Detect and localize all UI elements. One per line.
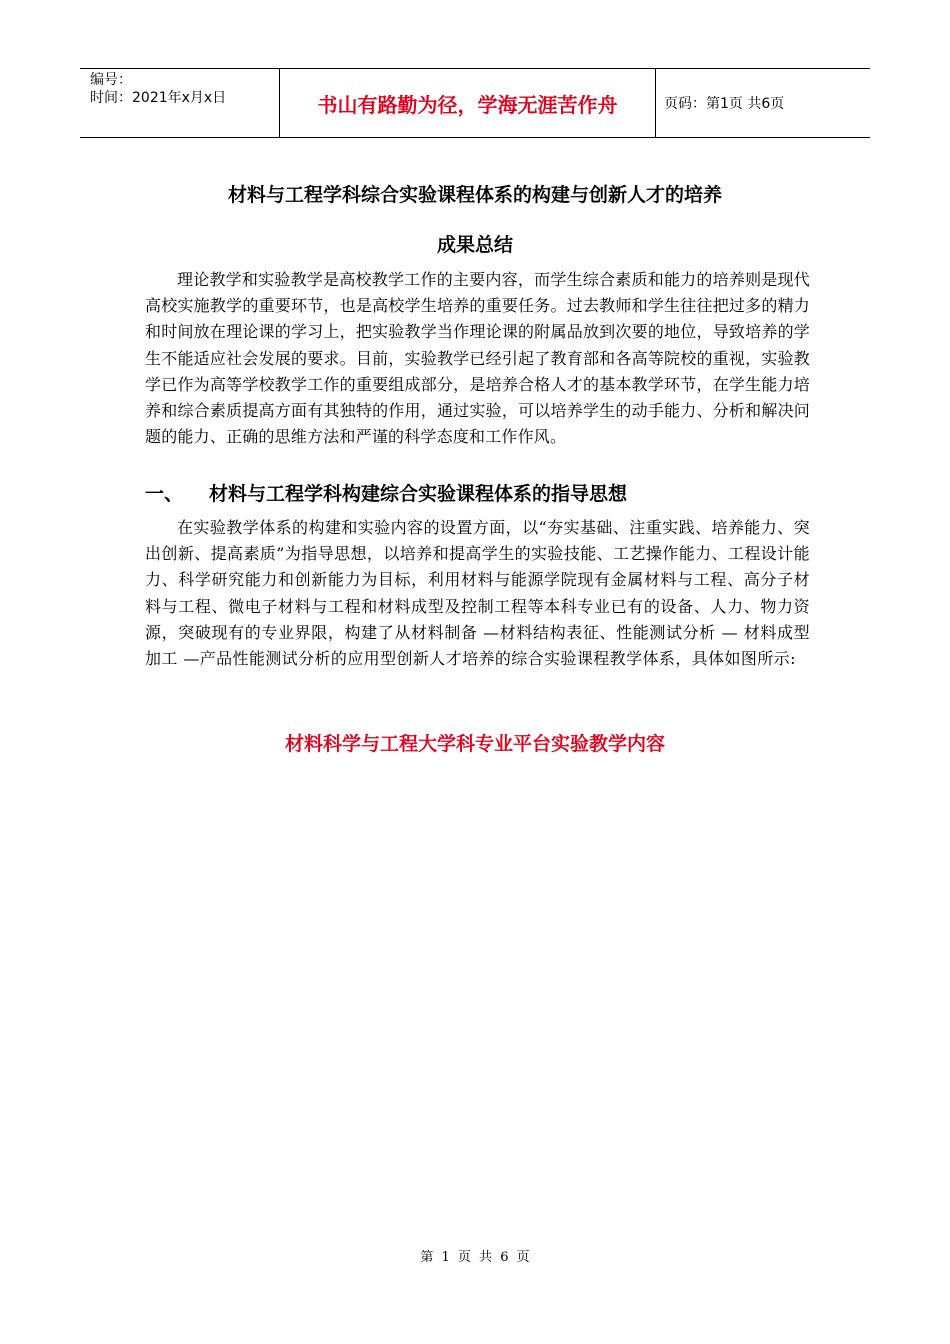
section-paragraph: 在实验教学体系的构建和实验内容的设置方面，以“夯实基础、注重实践、培养能力、突出创新、提高素质”为指导思想，以培养和提高学生的实验技能、工艺操作能力、工程设计能力、科学研究能力和创新能力为目标，利用材料与能源学院现有金属材料与工程、高分子材料与工程、微电子材料与工程和材料成型及控制工程等本科专业已有的设备、人力、物力资源，突破现有的专业界限，构建了从材料制备 —材料结构表征、性能测试分析 — 材料成型加工 —产品性能测试分析的应用型创新人才培养的综合实验课程教学体系，具体如图所示: [145,518,810,669]
header-page-info: 页码：第1页 共6页 [664,96,785,112]
document-number-label: 编号： [90,72,132,88]
section-number: 一、 [145,483,184,505]
header-meta [80,69,280,137]
page-header [80,68,870,138]
document-date-label: 时间：2021年x月x日 [90,90,227,106]
document-title: 材料与工程学科综合实验课程体系的构建与创新人才的培养 [227,184,722,206]
figure-heading: 材料科学与工程大学科专业平台实验教学内容 [284,733,665,755]
page-footer: 第 1 页 共 6 页 [420,1250,530,1265]
document-subtitle: 成果总结 [436,234,513,256]
section-title: 材料与工程学科构建综合实验课程体系的指导思想 [209,483,628,505]
section-heading [145,479,627,506]
intro-paragraph: 理论教学和实验教学是高校教学工作的主要内容，而学生综合素质和能力的培养则是现代高校实施教学的重要环节，也是高校学生培养的重要任务。过去教师和学生往往把过多的精力和时间放在理论课的学习上，把实验教学当作理论课的附属品放到次要的地位，导致培养的学生不能适应社会发展的要求。目前，实验教学已经引起了教育部和各高等院校的重视，实验教学已作为高等学校教学工作的重要组成部分，是培养合格人才的基本教学环节，在学生能力培养和综合素质提高方面有其独特的作用，通过实验，可以培养学生的动手能力、分析和解决问题的能力、正确的思维方法和严谨的科学态度和工作作风。 [145,270,810,447]
header-motto: 书山有路勤为径，学海无涯苦作舟 [280,69,656,137]
